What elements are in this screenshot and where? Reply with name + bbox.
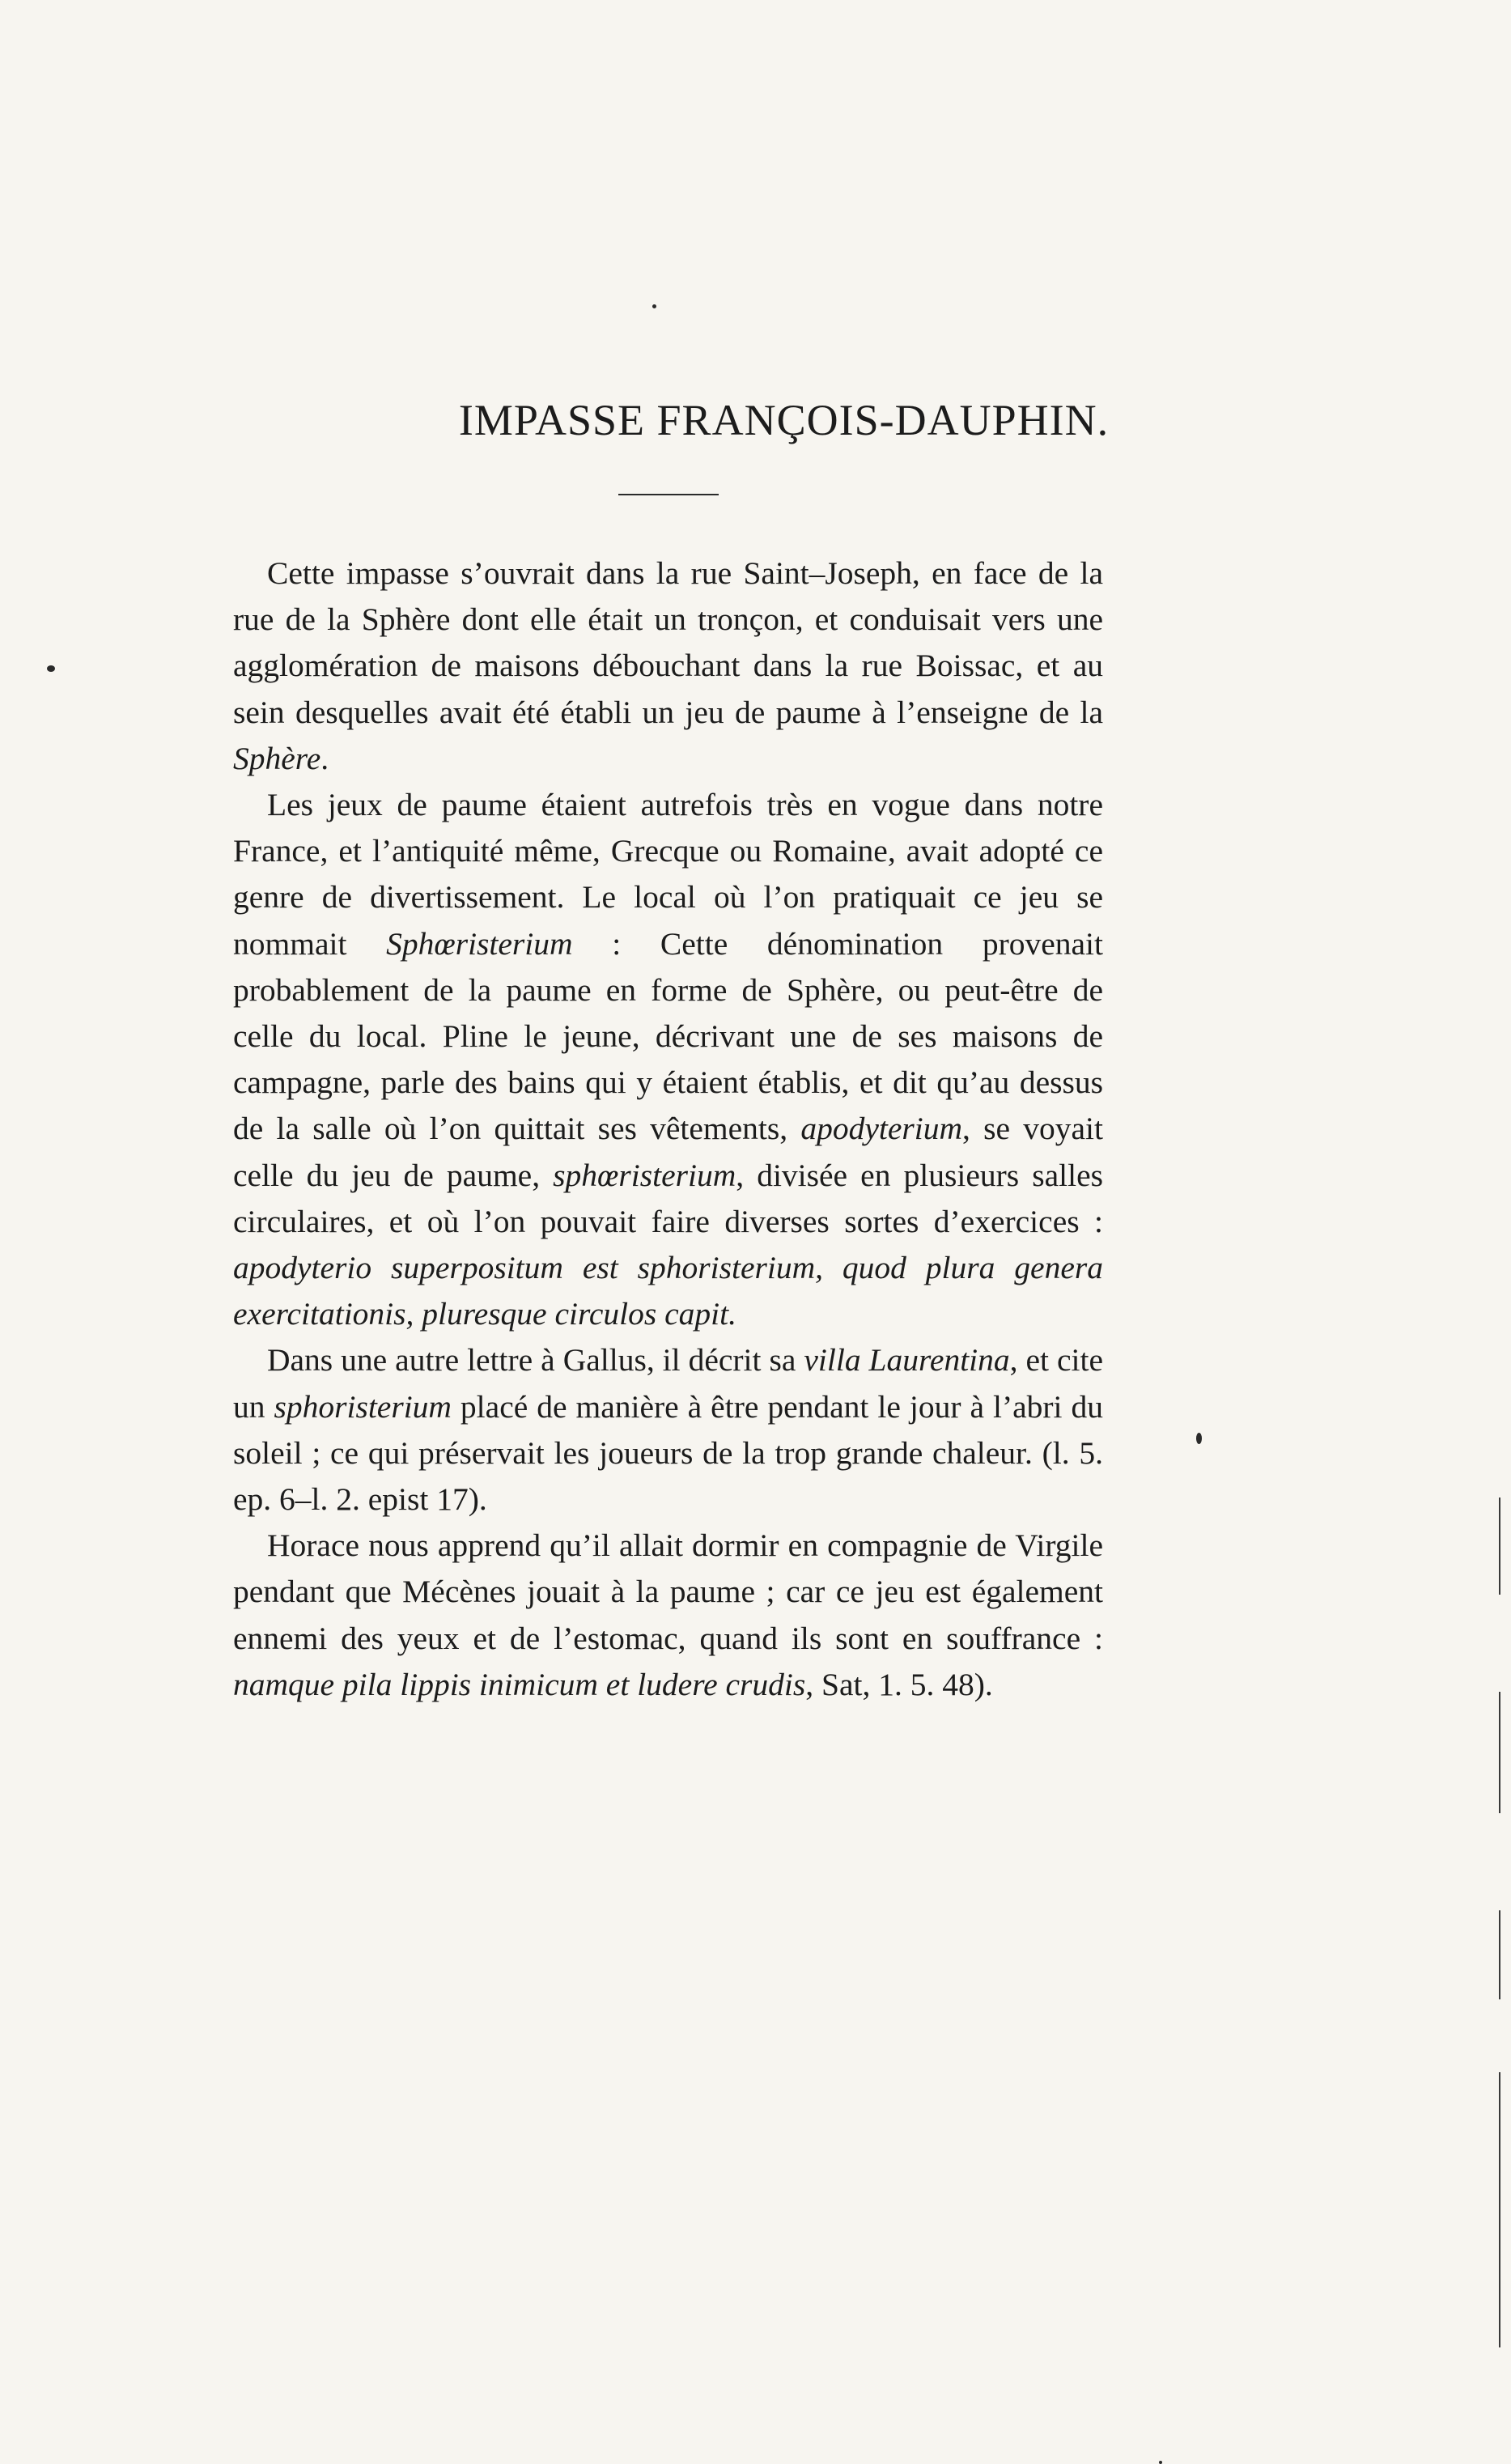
paragraph-4: Horace nous apprend qu’il allait dormir en compagnie de Virgile pendant que Mécènes jouait à la paume ; car ce jeu est également ennemi des yeux et de l’estomac, quand ils sont en souffrance : namque pila lippis inimicum et ludere crudis, Sat, 1. 5. 48). [233, 1527, 1103, 1702]
scan-speck [47, 665, 55, 672]
scan-edge-line [1499, 1692, 1500, 1813]
paragraph-3: Dans une autre lettre à Gallus, il décrit sa villa Laurentina, et cite un sphoristerium placé de manière à être pendant le jour à l’abri du soleil ; ce qui préservait les joueurs de la trop grande chaleur. (l. 5. ep. 6–l. 2. epist 17). [233, 1342, 1103, 1518]
body-text [233, 550, 1103, 1708]
paragraph-2: Les jeux de paume étaient autrefois très en vogue dans notre France, et l’antiquité même, Grecque ou Romaine, avait adopté ce genre de divertissement. Le local où l’on pratiquait ce jeu se nommait Sphœristerium : Cette dénomination provenait probablement de la paume en forme de Sphère, ou peut-être de celle du local. Pline le jeune, décrivant une de ses maisons de campagne, parle des bains qui y étaient établis, et dit qu’au dessus de la salle où l’on quittait ses vêtements, apodyterium, se voyait celle du jeu de paume, sphœristerium, divisée en plusieurs salles circulaires, et où l’on pouvait faire diverses sortes d’exercices : apodyterio superpositum est sphoristerium, quod plura genera exercitationis, pluresque circulos capit. [233, 787, 1104, 1332]
scan-edge-line [1499, 2072, 1500, 2347]
scan-speck [652, 304, 656, 308]
page-title: IMPASSE FRANÇOIS-DAUPHIN. [458, 396, 1110, 444]
scan-edge-line [1499, 1910, 1500, 1999]
scan-speck [1196, 1433, 1202, 1444]
scan-speck [1159, 2461, 1162, 2464]
paragraph-1: Cette impasse s’ouvrait dans la rue Saint–Joseph, en face de la rue de la Sphère dont elle était un tronçon, et conduisait vers une agglomération de maisons débouchant dans la rue Boissac, et au sein desquelles avait été établi un jeu de paume à l’enseigne de la Sphère. [233, 555, 1103, 776]
title-rule [618, 494, 719, 495]
scan-edge-line [1499, 1498, 1500, 1595]
